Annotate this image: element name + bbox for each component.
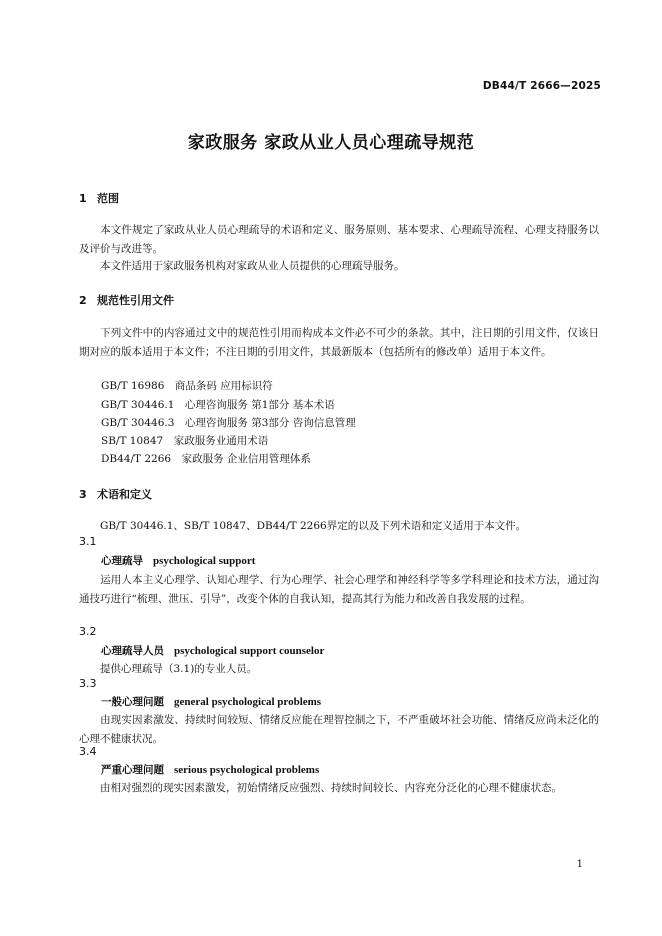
section-title: 规范性引用文件 [97, 294, 174, 307]
term-number: 3.1 [79, 535, 97, 548]
section-number: 1 [79, 192, 87, 205]
term-definition [79, 660, 599, 679]
term-name-zh: 一般心理问题 [101, 696, 164, 708]
term-name-zh: 严重心理问题 [101, 764, 164, 776]
term-definition [79, 779, 599, 798]
section-2-heading [79, 292, 174, 308]
section-1-paragraph-1 [79, 221, 599, 258]
section-2-intro [79, 324, 599, 361]
term-name [101, 643, 324, 658]
term-name-en: serious psychological problems [174, 764, 320, 776]
section-number: 2 [79, 294, 87, 307]
reference-item: GB/T 30446.1 心理咨询服务 第1部分 基本术语 [101, 399, 335, 411]
reference-item: GB/T 16986 商品条码 应用标识符 [101, 380, 273, 392]
term-definition [79, 711, 599, 748]
reference-item: GB/T 30446.3 心理咨询服务 第3部分 咨询信息管理 [101, 417, 356, 429]
term-name [101, 762, 319, 777]
term-name-zh: 心理疏导 [101, 555, 143, 567]
page-number: 1 [576, 859, 583, 870]
document-title: 家政服务 家政从业人员心理疏导规范 [187, 133, 475, 153]
section-title: 术语和定义 [97, 488, 152, 501]
paragraph-text: GB/T 30446.1、SB/T 10847、DB44/T 2266界定的以及下列术语和定义适用于本文件。 [100, 520, 527, 532]
term-name [101, 694, 321, 709]
section-3-heading [79, 486, 152, 502]
definition-text: 提供心理疏导（3.1)的专业人员。 [100, 663, 258, 675]
paragraph-text: 本文件适用于家政服务机构对家政从业人员提供的心理疏导服务。 [100, 260, 405, 272]
term-name-en: general psychological problems [174, 696, 322, 708]
term-number: 3.4 [79, 745, 97, 758]
paragraph-text: 本文件规定了家政从业人员心理疏导的术语和定义、服务原则、基本要求、心理疏导流程、心理支持服务以及评价与改进等。 [79, 224, 599, 255]
term-definition [79, 571, 599, 608]
definition-text: 由现实因素激发、持续时间较短、情绪反应能在理智控制之下，不严重破坏社会功能、情绪反应尚未泛化的心理不健康状况。 [79, 714, 599, 745]
section-1-paragraph-2 [79, 257, 599, 276]
section-3-intro [79, 517, 599, 536]
term-number: 3.2 [79, 625, 97, 638]
reference-item: SB/T 10847 家政服务业通用术语 [101, 435, 269, 447]
term-name-en: psychological support [153, 555, 256, 567]
reference-item: DB44/T 2266 家政服务 企业信用管理体系 [101, 453, 311, 465]
section-title: 范围 [97, 192, 119, 205]
term-number: 3.3 [79, 677, 97, 690]
section-1-heading [79, 190, 119, 206]
definition-text: 运用人本主义心理学、认知心理学、行为心理学、社会心理学和神经科学等多学科理论和技术方法，通过沟通技巧进行“梳理、泄压、引导”，改变个体的自我认知，提高其行为能力和改善自我发展的过程。 [79, 574, 599, 605]
term-name [101, 553, 255, 568]
definition-text: 由相对强烈的现实因素激发，初始情绪反应强烈、持续时间较长、内容充分泛化的心理不健康状态。 [100, 782, 562, 794]
paragraph-text: 下列文件中的内容通过文中的规范性引用而构成本文件必不可少的条款。其中，注日期的引用文件，仅该日期对应的版本适用于本文件；不注日期的引用文件，其最新版本（包括所有的修改单）适用于本文件。 [79, 327, 599, 358]
document-code: DB44/T 2666—2025 [482, 80, 601, 92]
section-number: 3 [79, 488, 87, 501]
term-name-zh: 心理疏导人员 [101, 645, 164, 657]
term-name-en: psychological support counselor [174, 645, 325, 657]
